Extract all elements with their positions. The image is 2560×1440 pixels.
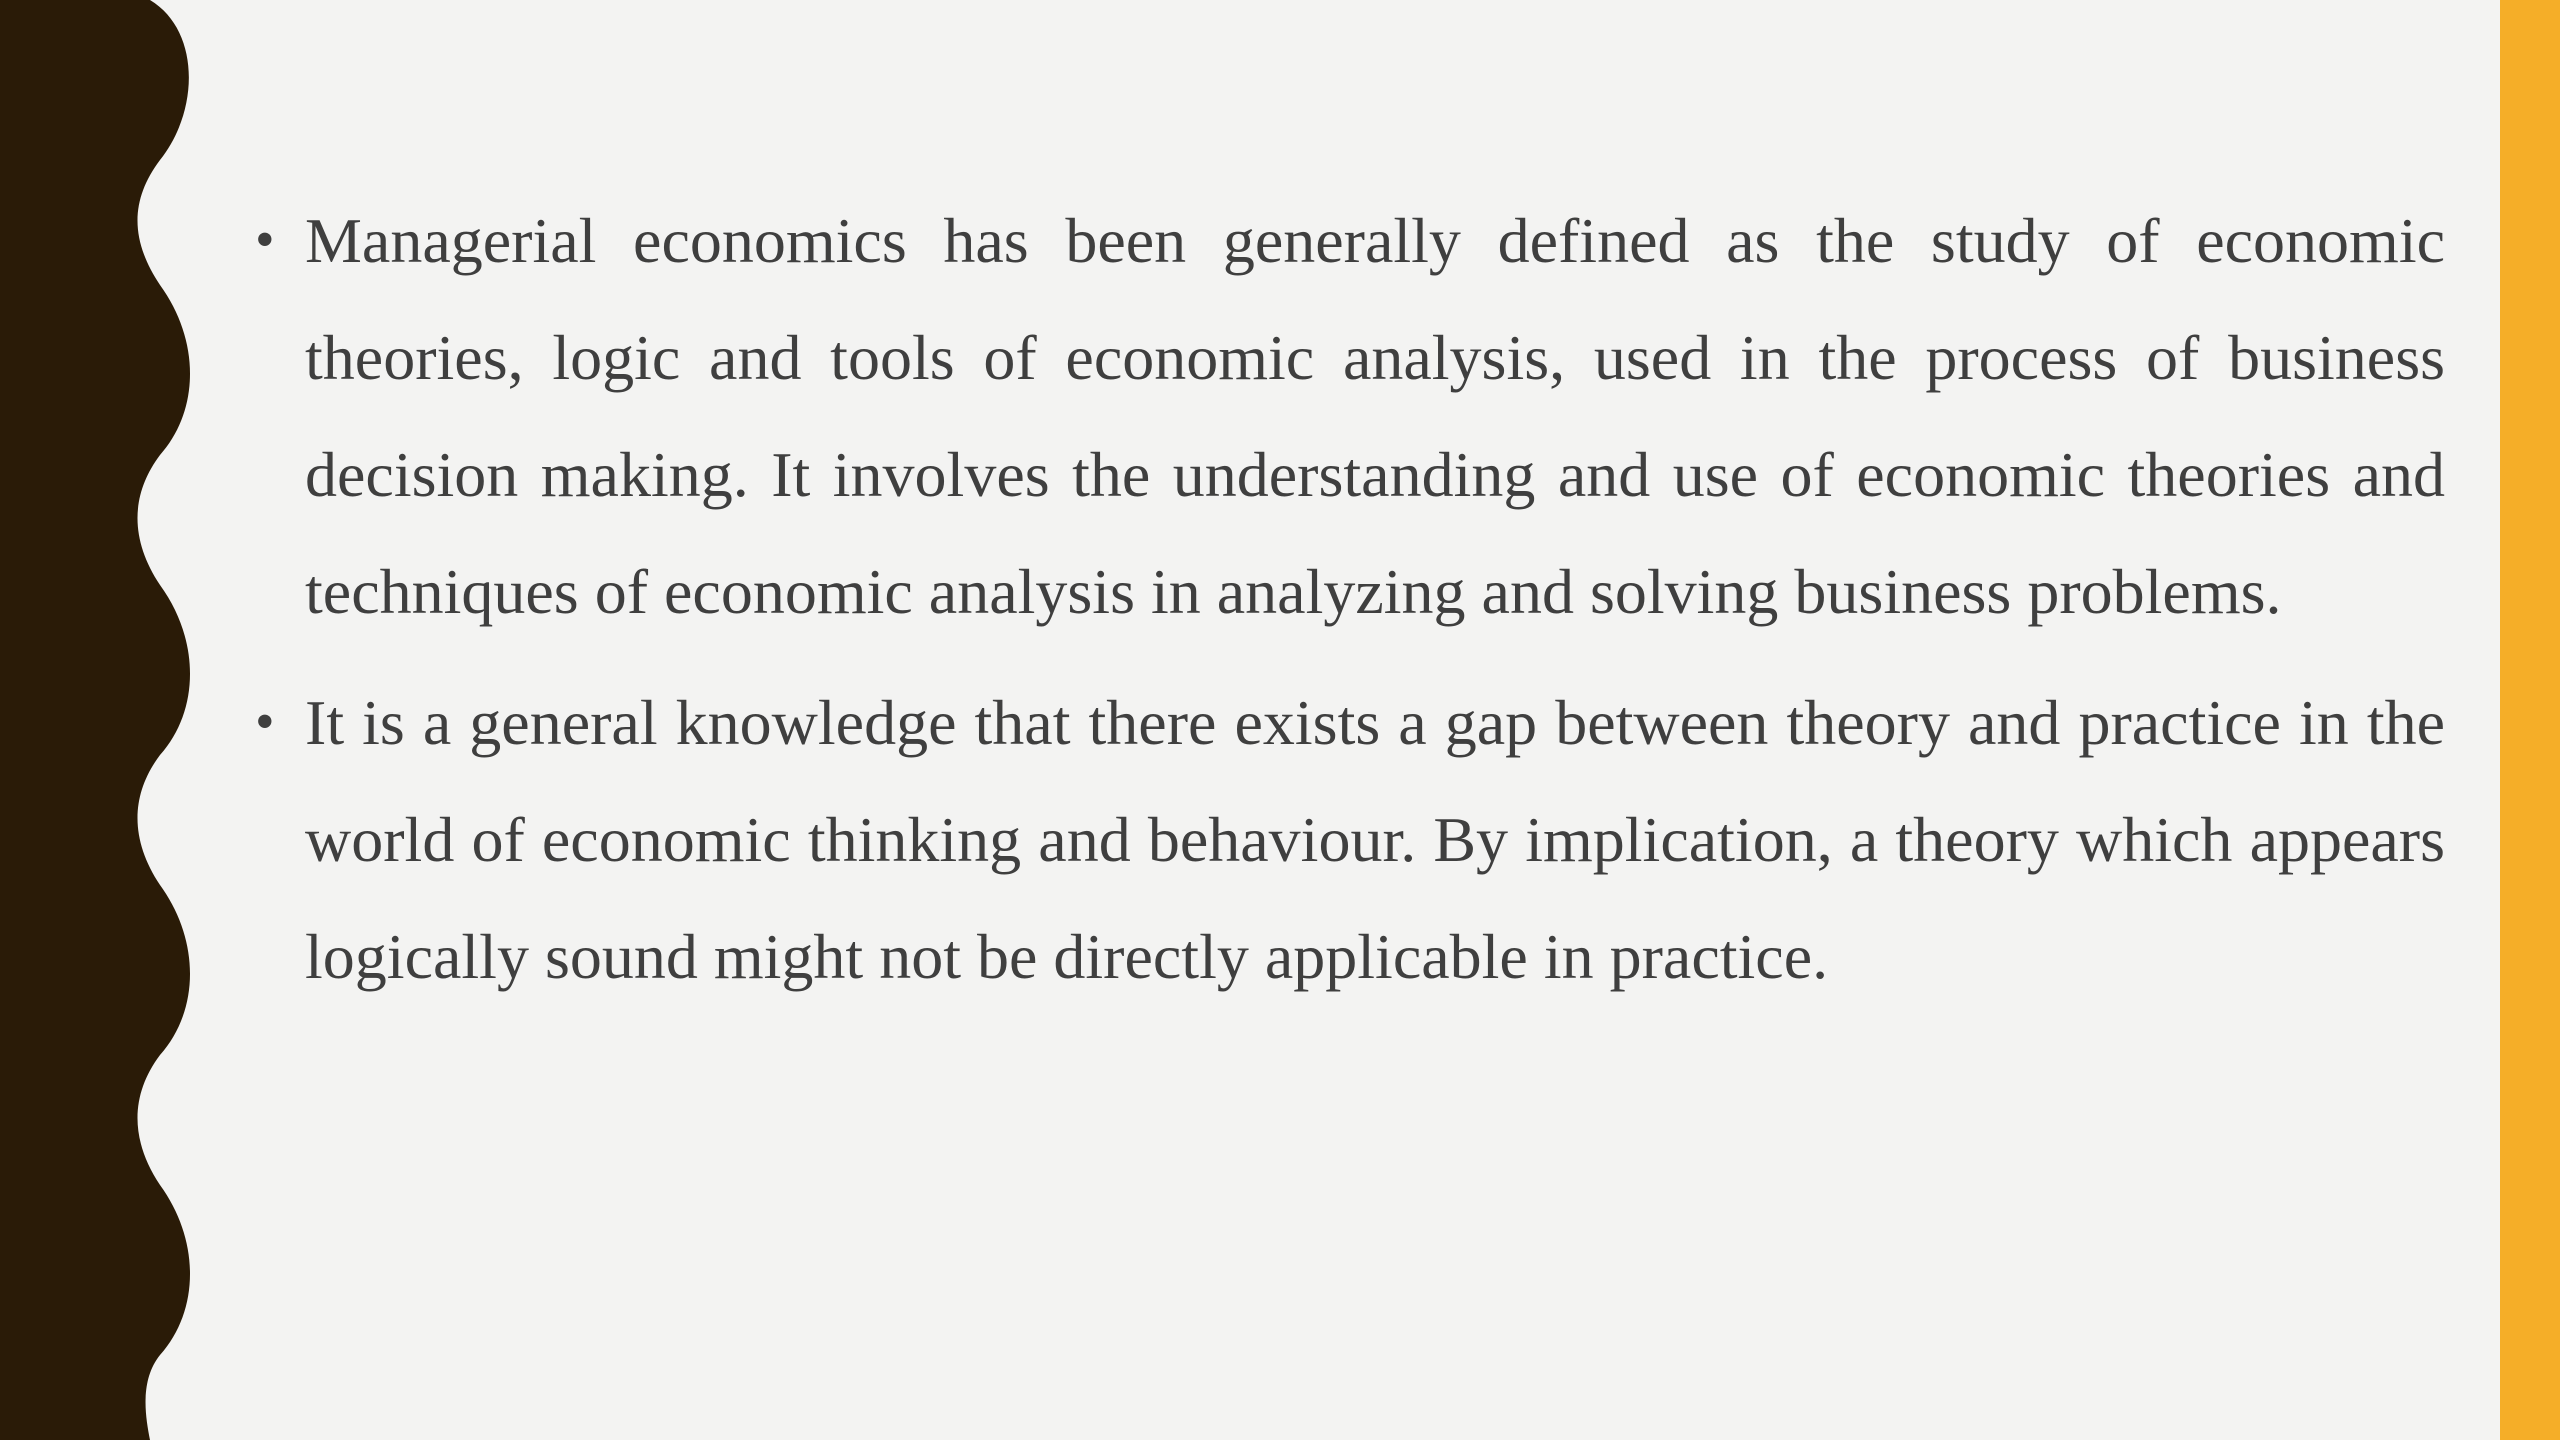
bullet-item-theory-practice-gap: [245, 664, 2445, 1015]
bullet-dot-icon: •: [255, 691, 275, 753]
slide-body: [245, 182, 2445, 1029]
left-wavy-border-shape: [0, 0, 190, 1440]
bullet-dot-icon: •: [255, 209, 275, 271]
bullet-text: It is a general knowledge that there exists a gap between theory and practice in the world of economic thinking and behaviour. By implication, a theory which appears logically sound might not be directly applicable in practice.: [305, 687, 2445, 992]
bullet-item-definition: [245, 182, 2445, 650]
bullet-list: [245, 182, 2445, 1015]
bullet-text: Managerial economics has been generally defined as the study of economic theories, logic and tools of economic analysis, used in the process of business decision making. It involves the understanding and use of economic theories and techniques of economic analysis in analyzing and solving business problems.: [305, 205, 2445, 627]
left-wavy-border: [0, 0, 200, 1440]
right-accent-bar: [2500, 0, 2560, 1440]
